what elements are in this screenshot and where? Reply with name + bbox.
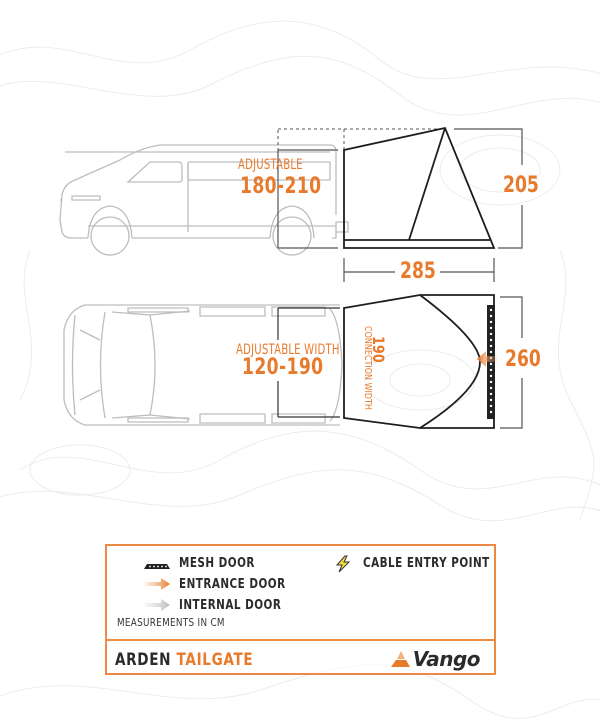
side-height-label: ADJUSTABLE — [238, 157, 303, 173]
adjustable-width-value: 120-190 — [242, 355, 324, 380]
legend-item-entrance-door — [179, 577, 312, 592]
connection-width-number: 190 — [369, 336, 388, 363]
product-name-model: ARDEN — [115, 650, 172, 670]
tent-length-value: 285 — [400, 259, 436, 284]
legend-label: INTERNAL DOOR — [179, 598, 282, 613]
brand-name: Vango — [412, 647, 480, 671]
legend-items — [107, 546, 494, 639]
legend-divider — [107, 639, 494, 641]
side-view-van — [60, 145, 348, 255]
mesh-door-icon — [143, 559, 173, 573]
adjustable-width-label: ADJUSTABLE WIDTH — [236, 342, 340, 358]
connection-width-text: CONNECTION WIDTH — [362, 326, 373, 410]
side-view-tent — [344, 128, 494, 248]
tent-height-value: 205 — [503, 173, 539, 198]
vango-logo-icon — [389, 650, 413, 668]
measurements-note: MEASUREMENTS IN CM — [117, 616, 225, 629]
side-height-value: 180-210 — [240, 174, 322, 199]
lightning-bolt-icon — [333, 555, 353, 573]
brand-logo — [389, 647, 480, 671]
entrance-arrow-icon — [143, 577, 173, 591]
tent-width-value: 260 — [505, 347, 541, 372]
legend-box — [105, 544, 496, 675]
legend-item-internal-door — [179, 598, 307, 613]
product-name — [115, 650, 253, 670]
legend-item-mesh-door — [179, 556, 274, 571]
legend-item-cable-entry — [363, 556, 521, 571]
legend-label: MESH DOOR — [179, 556, 255, 571]
connection-width-value — [370, 336, 386, 369]
legend-label: ENTRANCE DOOR — [179, 577, 286, 592]
product-name-variant: TAILGATE — [176, 650, 254, 670]
internal-arrow-icon — [143, 598, 173, 612]
legend-label: CABLE ENTRY POINT — [363, 556, 490, 571]
